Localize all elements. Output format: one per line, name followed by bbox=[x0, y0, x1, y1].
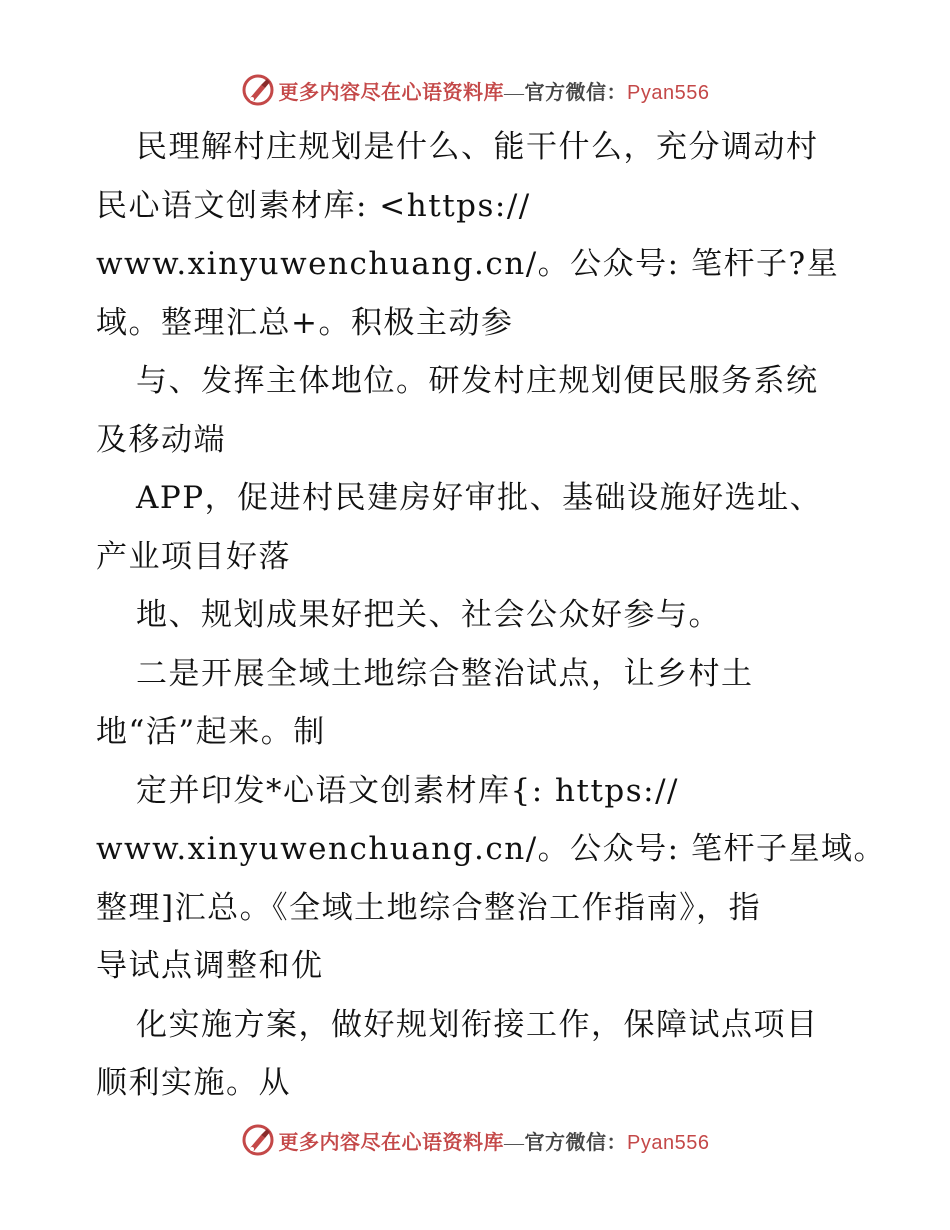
body-line: 地、规划成果好把关、社会公众好参与。 bbox=[136, 597, 721, 633]
body-line: 与、发挥主体地位。研发村庄规划便民服务系统 bbox=[136, 363, 819, 399]
banner-separator: — bbox=[504, 81, 525, 104]
banner-official-label: 官方微信： bbox=[524, 1131, 628, 1154]
pen-logo-icon bbox=[241, 73, 275, 107]
body-line: 顺利实施。从 bbox=[96, 1065, 291, 1101]
banner-official-label: 官方微信： bbox=[524, 81, 628, 104]
body-line: 域。整理汇总+。积极主动参 bbox=[96, 304, 514, 341]
body-line: 二是开展全域土地综合整治试点，让乡村土 bbox=[136, 655, 754, 692]
body-line: 产业项目好落 bbox=[96, 538, 291, 575]
banner-main-text: 更多内容尽在心语资料库 bbox=[278, 81, 505, 104]
body-line: 民理解村庄规划是什么、能干什么，充分调动村 bbox=[136, 129, 819, 165]
body-line: 地“活”起来。制 bbox=[96, 714, 326, 750]
body-line: 定并印发*心语文创素材库{: https:// bbox=[136, 772, 679, 809]
body-line: 及移动端 bbox=[96, 421, 226, 458]
banner-wechat-id: Pyan556 bbox=[627, 1131, 710, 1154]
body-line: www.xinyuwenchuang.cn/。公众号: 笔杆子?星 bbox=[96, 246, 840, 282]
banner-main-text: 更多内容尽在心语资料库 bbox=[278, 1131, 505, 1154]
header-banner bbox=[0, 70, 950, 110]
pen-logo-icon bbox=[241, 1123, 275, 1157]
footer-banner bbox=[0, 1120, 950, 1160]
banner-wechat-id: Pyan556 bbox=[627, 81, 710, 104]
document-body bbox=[96, 118, 886, 1113]
banner-separator: — bbox=[504, 1131, 525, 1154]
body-line: www.xinyuwenchuang.cn/。公众号: 笔杆子星域。 bbox=[96, 831, 886, 867]
body-line: 整理]汇总。《全域土地综合整治工作指南》，指 bbox=[96, 889, 762, 926]
body-line: 导试点调整和优 bbox=[96, 948, 324, 984]
body-line: 民心语文创素材库: <https:// bbox=[96, 187, 531, 224]
banner-text bbox=[279, 1126, 710, 1155]
body-line: APP，促进村民建房好审批、基础设施好选址、 bbox=[136, 480, 823, 516]
banner-text bbox=[279, 76, 710, 105]
body-line: 化实施方案，做好规划衔接工作，保障试点项目 bbox=[136, 1006, 819, 1043]
